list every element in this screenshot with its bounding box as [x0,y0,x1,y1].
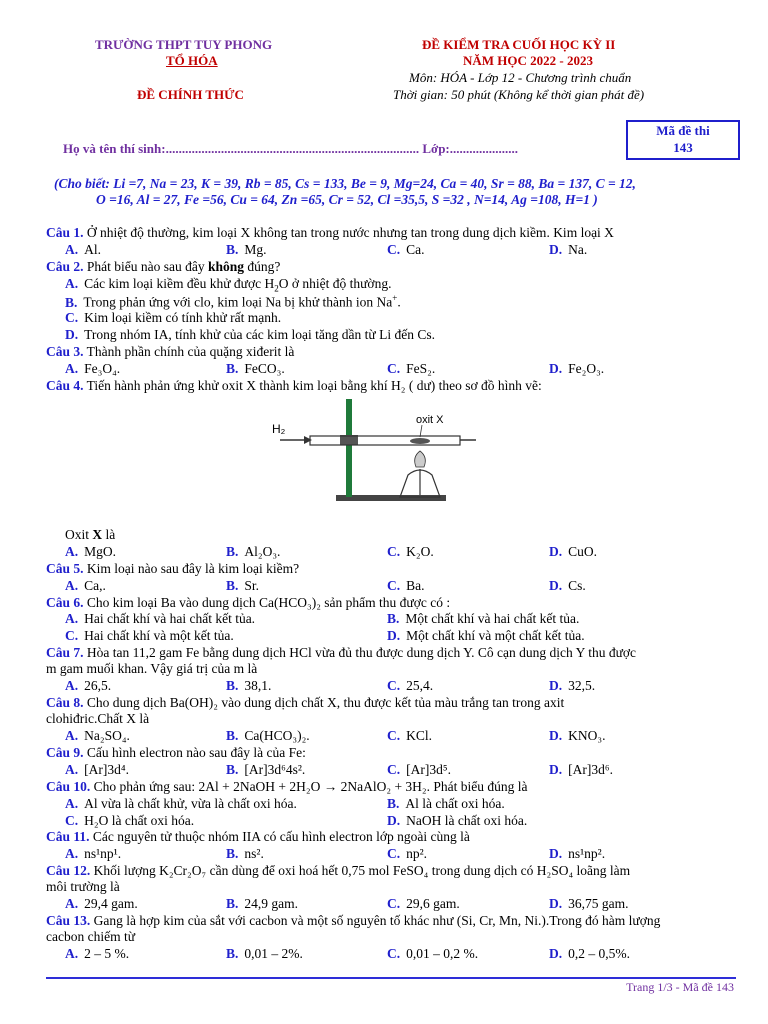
h2-label: H₂ [272,422,286,436]
q8-option-b[interactable]: B. Ca(HCO₃)₂. [226,728,310,743]
q5-option-a[interactable]: A. Ca,. [65,578,106,593]
question-12: Câu 12. Khối lượng K₂Cr₂O₇ cần dùng để oxi hoá hết 0,75 mol FeSO₄ trong dung dịch có H₂SO₄ loãng làm [46,863,631,878]
q9-option-d[interactable]: D. [Ar]3d⁶. [549,762,613,777]
q6-option-b[interactable]: B. Một chất khí và hai chất kết tủa. [387,611,580,626]
department-name: TỔ HÓA [166,53,218,68]
question-13-cont: cacbon chiếm từ [46,929,136,944]
q4-option-a[interactable]: A. MgO. [65,544,117,559]
q6-option-a[interactable]: A. Hai chất khí và hai chất kết tủa. [65,611,256,626]
q1-option-a[interactable]: A. Al. [65,242,101,257]
q12-option-c[interactable]: C. 29,6 gam. [387,896,460,911]
question-8: Câu 8. Cho dung dịch Ba(OH)₂ vào dung dịch chất X, thu được kết tủa màu trắng tan trong axit [46,695,565,710]
question-10: Câu 10. Cho phản ứng sau: 2Al + 2NaOH + 2H₂O → 2NaAlO₂ + 3H₂. Phát biểu đúng là [46,779,528,794]
atomic-masses-line1: (Cho biết: Li =7, Na = 23, K = 39, Rb = 85, Cs = 133, Be = 9, Mg=24, Ca = 40, Sr = 88, Ba = 137, C = 12, [54,176,636,191]
question-4: Câu 4. Tiến hành phản ứng khử oxit X thành kim loại bằng khí H₂ ( dư) theo sơ đồ hình vẽ: [46,378,542,393]
exam-code-label: Mã đề thi [656,123,710,138]
time-line: Thời gian: 50 phút (Không kể thời gian phát đề) [393,87,645,102]
q11-option-c[interactable]: C. np². [387,846,428,861]
question-7-cont: m gam muối khan. Vậy giá trị của m là [46,661,258,676]
q4-option-d[interactable]: D. CuO. [549,544,598,559]
q13-option-b[interactable]: B. 0,01 – 2%. [226,946,303,961]
stand-rod [346,399,352,497]
q10-option-a[interactable]: A. Al vừa là chất khử, vừa là chất oxi hóa. [65,796,297,811]
q8-option-c[interactable]: C. KCl. [387,728,433,743]
q3-option-d[interactable]: D. Fe₂O₃. [549,361,605,376]
atomic-masses-line2: O =16, Al = 27, Fe =56, Cu = 64, Zn =65, Cr = 52, Cl =35,5, S =32 , N=14, Ag =108, H=1 ) [96,192,598,207]
question-11: Câu 11. Các nguyên tử thuộc nhóm IIA có cấu hình electron lớp ngoài cùng là [46,829,470,844]
question-text: Ở nhiệt độ thường, kim loại X không tan trong nước nhưng tan trong dung dịch kiềm. Kim loại X [83,225,614,240]
q4-option-b[interactable]: B. Al₂O₃. [226,544,281,559]
question-5: Câu 5. Kim loại nào sau đây là kim loại kiềm? [46,561,300,576]
q5-option-b[interactable]: B. Sr. [226,578,260,593]
oxide-sample [410,438,430,444]
q7-option-b[interactable]: B. 38,1. [226,678,272,693]
q1-option-b[interactable]: B. Mg. [226,242,267,257]
exam-code-box [626,120,740,160]
q11-option-d[interactable]: D. ns¹np². [549,846,606,861]
q1-option-d[interactable]: D. Na. [549,242,588,257]
q4-option-c[interactable]: C. K₂O. [387,544,434,559]
student-info-line: Họ và tên thí sinh:.............................................................................. Lớp:..................... [63,141,518,156]
q2-option-c[interactable]: C. Kim loại kiềm có tính khử rất mạnh. [65,310,282,325]
q3-option-c[interactable]: C. FeS₂. [387,361,436,376]
exam-code-value: 143 [673,140,693,155]
q7-option-d[interactable]: D. 32,5. [549,678,596,693]
q10-option-d[interactable]: D. NaOH là chất oxi hóa. [387,813,528,828]
question-13: Câu 13. Gang là hợp kim của sắt với cacbon và một số nguyên tố khác như (Si, Cr, Mn, Ni.).Trong đó hàm lượng [46,913,661,928]
q9-option-c[interactable]: C. [Ar]3d⁵. [387,762,451,777]
q6-option-d[interactable]: D. Một chất khí và một chất kết tủa. [387,628,585,643]
question-7: Câu 7. Hòa tan 11,2 gam Fe bằng dung dịch HCl vừa đủ thu được dung dịch Y. Cô cạn dung dịch Y thu được [46,645,637,660]
question-6: Câu 6. Cho kim loại Ba vào dung dịch Ca(HCO₃)₂ sản phẩm thu được có : [46,595,451,610]
question-2: Câu 2. Phát biểu nào sau đây không đúng? [46,259,281,274]
question-1 [46,225,614,241]
q2-option-d[interactable]: D. Trong nhóm IA, tính khử của các kim loại tăng dần từ Li đến Cs. [65,327,435,342]
exam-title: ĐỀ KIỂM TRA CUỐI HỌC KỲ II [422,37,616,52]
q13-option-d[interactable]: D. 0,2 – 0,5%. [549,946,630,961]
q9-option-a[interactable]: A. [Ar]3d⁴. [65,762,129,777]
official-label: ĐỀ CHÍNH THỨC [137,87,244,102]
subject-line: Môn: HÓA - Lớp 12 - Chương trình chuẩn [409,70,632,85]
glass-tube [310,436,460,445]
q12-option-d[interactable]: D. 36,75 gam. [549,896,629,911]
q3-option-a[interactable]: A. Fe₃O₄. [65,361,121,376]
q8-option-a[interactable]: A. Na₂SO₄. [65,728,130,743]
arrow-icon [304,436,312,444]
q2-option-b[interactable]: B. Trong phản ứng với clo, kim loại Na bị khử thành ion Na+. [65,293,401,310]
oxit-label: oxit X [416,414,444,426]
q7-option-a[interactable]: A. 26,5. [65,678,112,693]
q4-follow: Oxit X là [65,527,116,542]
school-name: TRƯỜNG THPT TUY PHONG [95,37,273,52]
q13-option-a[interactable]: A. 2 – 5 %. [65,946,130,961]
q5-option-c[interactable]: C. Ba. [387,578,425,593]
q3-option-b[interactable]: B. FeCO₃. [226,361,285,376]
stand-base [336,495,446,501]
q9-option-b[interactable]: B. [Ar]3d⁶4s². [226,762,306,777]
q7-option-c[interactable]: C. 25,4. [387,678,434,693]
question-3: Câu 3. Thành phần chính của quặng xiđerit là [46,344,295,359]
q13-option-c[interactable]: C. 0,01 – 0,2 %. [387,946,479,961]
q6-option-c[interactable]: C. Hai chất khí và một kết tủa. [65,628,234,643]
q12-option-a[interactable]: A. 29,4 gam. [65,896,138,911]
page-footer: Trang 1/3 - Mã đề 143 [626,980,734,994]
q1-option-c[interactable]: C. Ca. [387,242,425,257]
q11-option-a[interactable]: A. ns¹np¹. [65,846,122,861]
flame-icon [415,451,426,467]
question-12-cont: môi trường là [46,879,120,894]
q5-option-d[interactable]: D. Cs. [549,578,586,593]
footer-divider [46,977,736,979]
question-number: Câu 1. [46,225,84,240]
apparatus-diagram [270,395,510,505]
q12-option-b[interactable]: B. 24,9 gam. [226,896,299,911]
q10-option-c[interactable]: C. H₂O là chất oxi hóa. [65,813,195,828]
q11-option-b[interactable]: B. ns². [226,846,264,861]
q8-option-d[interactable]: D. KNO₃. [549,728,606,743]
question-8-cont: clohiđric.Chất X là [46,711,150,726]
q10-option-b[interactable]: B. Al là chất oxi hóa. [387,796,505,811]
q2-option-a[interactable]: A. Các kim loại kiềm đều khử được $H_2O$ ở nhiệt độ thường. [65,276,392,294]
school-year: NĂM HỌC 2022 - 2023 [463,53,593,68]
question-9: Câu 9. Cấu hình electron nào sau đây là của Fe: [46,745,306,760]
